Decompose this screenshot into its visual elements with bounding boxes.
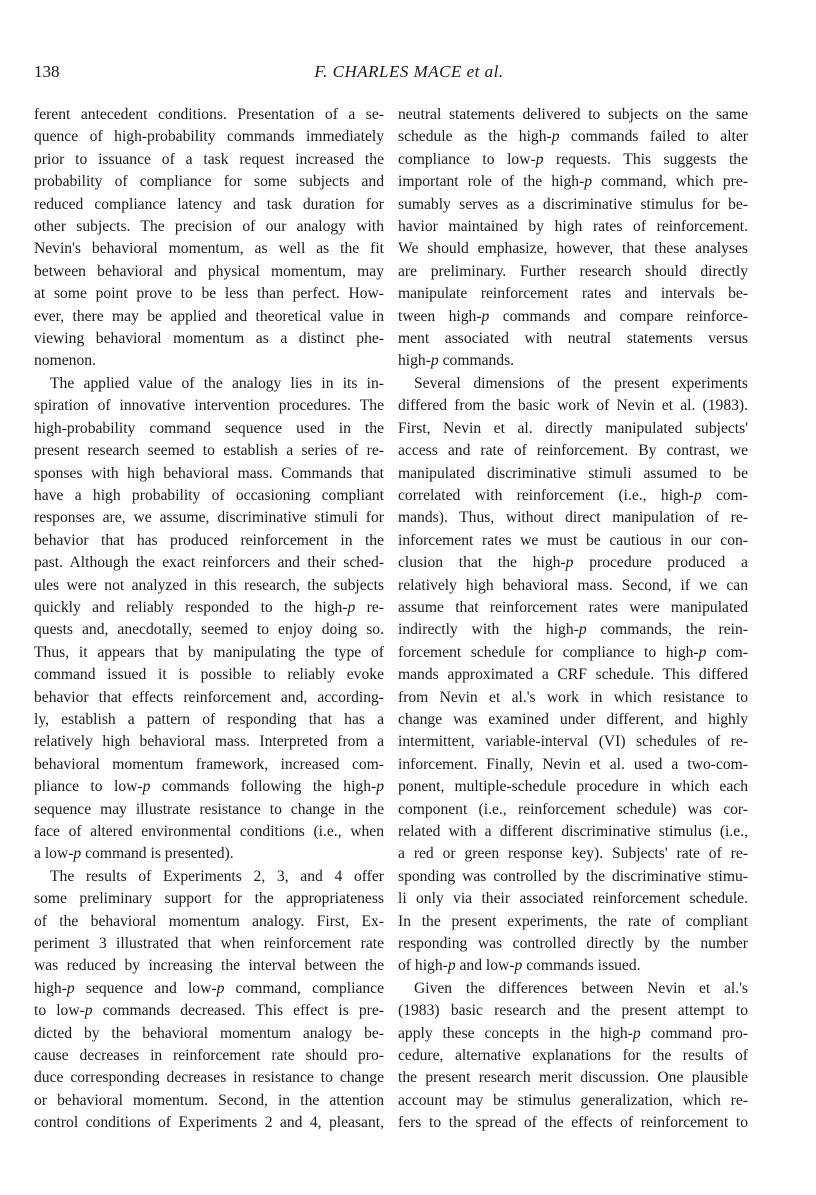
text-line: account may be stimulus generalization, which re- [398, 1091, 748, 1109]
text-line: to low-p commands decreased. This effect is pre- [34, 1002, 384, 1020]
text-line: Nevin's behavioral momentum, as well as the fit [34, 240, 384, 258]
text-line: of the behavioral momentum analogy. First, Ex- [34, 912, 384, 930]
paragraph [398, 104, 748, 373]
text-line: behavior that has produced reinforcement in the [34, 531, 384, 549]
right-column [398, 104, 748, 1135]
text-line: ly, establish a pattern of responding that has a [34, 710, 384, 728]
paragraph [34, 866, 384, 1135]
text-line: havior maintained by high rates of reinforcement. [398, 218, 748, 236]
text-line: intermittent, variable-interval (VI) schedules of re- [398, 733, 748, 751]
text-line: behavioral momentum framework, increased com- [34, 755, 384, 773]
text-line: some preliminary support for the appropriateness [34, 890, 384, 908]
text-line: inforcement rates we must be cautious in our con- [398, 531, 748, 549]
text-line: at some point prove to be less than perfect. How- [34, 285, 384, 303]
text-line: related with a different discriminative stimulus (i.e., [398, 823, 748, 840]
text-line: prior to issuance of a task request increased the [34, 150, 384, 168]
text-line: have a high probability of occasioning compliant [34, 486, 384, 504]
text-line: sumably serves as a discriminative stimulus for be- [398, 195, 748, 213]
text-line: or behavioral momentum. Second, in the attention [34, 1091, 384, 1109]
text-line: correlated with reinforcement (i.e., high-p com- [398, 486, 748, 504]
text-line: neutral statements delivered to subjects on the same [398, 106, 748, 123]
text-line: duce corresponding decreases in resistance to change [34, 1069, 384, 1087]
text-line: sponding was controlled by the discriminative stimu- [398, 867, 748, 885]
text-line: fers to the spread of the effects of reinforcement to [398, 1114, 748, 1132]
text-line: viewing behavioral momentum as a distinct phe- [34, 330, 384, 348]
text-line: relatively high behavioral mass. Second, if we can [398, 576, 748, 594]
text-line: command issued it is possible to reliably evoke [34, 666, 384, 684]
text-line: differed from the basic work of Nevin et al. (1983). [398, 397, 748, 415]
text-line: component (i.e., reinforcement schedule) was cor- [398, 800, 748, 818]
text-line: cedure, alternative explanations for the results of [398, 1047, 748, 1065]
text-line: control conditions of Experiments 2 and 4, pleasant, [34, 1114, 384, 1132]
text-line: The results of Experiments 2, 3, and 4 offer [50, 867, 384, 885]
text-line: quests and, anecdotally, seemed to enjoy doing so. [34, 621, 384, 639]
text-line: Several dimensions of the present experiments [414, 374, 748, 392]
text-line: responses are, we assume, discriminative stimuli for [34, 509, 384, 527]
text-line: (1983) basic research and the present attempt to [398, 1002, 748, 1020]
text-line: nomenon. [34, 352, 96, 370]
paragraph [34, 373, 384, 866]
text-line: cause decreases in reinforcement rate should pro- [34, 1047, 384, 1065]
text-line: periment 3 illustrated that when reinforcement rate [34, 935, 384, 953]
text-line: compliance to low-p requests. This suggests the [398, 150, 748, 168]
text-line: Thus, it appears that by manipulating the type of [34, 643, 384, 661]
text-line: quickly and reliably responded to the high-p re- [34, 598, 384, 616]
text-line: li only via their associated reinforcement schedule. [398, 890, 748, 908]
text-line: mands). Thus, without direct manipulation of re- [398, 509, 748, 527]
text-line: access and rate of reinforcement. By contrast, we [398, 442, 748, 460]
text-line: forcement schedule for compliance to high-p com- [398, 643, 748, 661]
text-line: ever, there may be applied and theoretical value in [34, 307, 384, 325]
page-number: 138 [34, 62, 60, 81]
text-line: spiration of innovative intervention procedures. The [34, 397, 384, 415]
text-line: other subjects. The precision of our analogy with [34, 218, 384, 236]
text-line: inforcement. Finally, Nevin et al. used a two-com- [398, 755, 748, 773]
text-line: present research seemed to establish a series of re- [34, 442, 384, 460]
text-line: responding was controlled directly by the number [398, 935, 748, 953]
text-line: behavior that effects reinforcement and, according- [34, 688, 384, 706]
text-line: between behavioral and physical momentum, may [34, 262, 384, 280]
text-line: dicted by the behavioral momentum analogy be- [34, 1024, 384, 1042]
text-line: sponses with high behavioral mass. Commands that [34, 464, 384, 482]
paragraph [398, 978, 748, 1135]
text-line: ferent antecedent conditions. Presentation of a se- [34, 106, 384, 123]
text-line: of high-p and low-p commands issued. [398, 957, 641, 975]
paragraph [398, 373, 748, 978]
text-line: relatively high behavioral mass. Interpreted from a [34, 733, 384, 751]
page-header [34, 62, 784, 86]
text-line: was reduced by increasing the interval between the [34, 957, 384, 975]
text-line: clusion that the high-p procedure produced a [398, 554, 748, 572]
text-line: tween high-p commands and compare reinforce- [398, 307, 749, 325]
text-line: high-p commands. [398, 352, 515, 370]
text-line: schedule as the high-p commands failed to alter [398, 128, 748, 146]
text-line: ponent, multiple-schedule procedure in which each [398, 778, 748, 796]
text-line: ment associated with neutral statements versus [398, 330, 748, 348]
text-line: ules were not analyzed in this research, the subjects [34, 576, 384, 594]
text-line: assume that reinforcement rates were manipulated [398, 598, 748, 616]
text-line: apply these concepts in the high-p command pro- [398, 1024, 748, 1042]
text-line: manipulate reinforcement rates and intervals be- [398, 285, 748, 303]
text-line: high-p sequence and low-p command, compliance [34, 979, 385, 997]
text-line: We should emphasize, however, that these analyses [398, 240, 748, 258]
text-line: a red or green response key). Subjects' rate of re- [398, 845, 748, 863]
text-line: probability of compliance for some subjects and [34, 173, 384, 191]
text-line: indirectly with the high-p commands, the rein- [398, 621, 748, 639]
text-line: sequence may illustrate resistance to change in the [34, 800, 384, 818]
text-line: are preliminary. Further research should directly [398, 262, 748, 280]
text-line: face of altered environmental conditions (i.e., when [34, 823, 384, 840]
text-line: First, Nevin et al. directly manipulated subjects' [398, 419, 748, 437]
text-line: In the present experiments, the rate of compliant [398, 912, 748, 930]
left-column [34, 104, 384, 1135]
text-line: Given the differences between Nevin et al.'s [414, 979, 748, 997]
paragraph [34, 104, 384, 373]
text-line: pliance to low-p commands following the high-p [34, 778, 384, 796]
text-line: quence of high-probability commands immediately [34, 128, 384, 146]
text-line: manipulated discriminative stimuli assumed to be [398, 464, 748, 482]
text-line: The applied value of the analogy lies in its in- [50, 374, 384, 392]
text-line: mands approximated a CRF schedule. This differed [398, 666, 748, 684]
text-line: reduced compliance latency and task duration for [34, 195, 384, 213]
text-line: high-probability command sequence used in the [34, 419, 384, 437]
running-head: F. CHARLES MACE et al. [314, 62, 504, 81]
text-line: from Nevin et al.'s work in which resistance to [398, 688, 748, 706]
text-line: a low-p command is presented). [34, 845, 234, 863]
text-line: past. Although the exact reinforcers and their sched- [34, 554, 384, 572]
text-line: the present research merit discussion. One plausible [398, 1069, 748, 1087]
text-line: change was examined under different, and highly [398, 710, 748, 728]
text-line: important role of the high-p command, which pre- [398, 173, 748, 191]
